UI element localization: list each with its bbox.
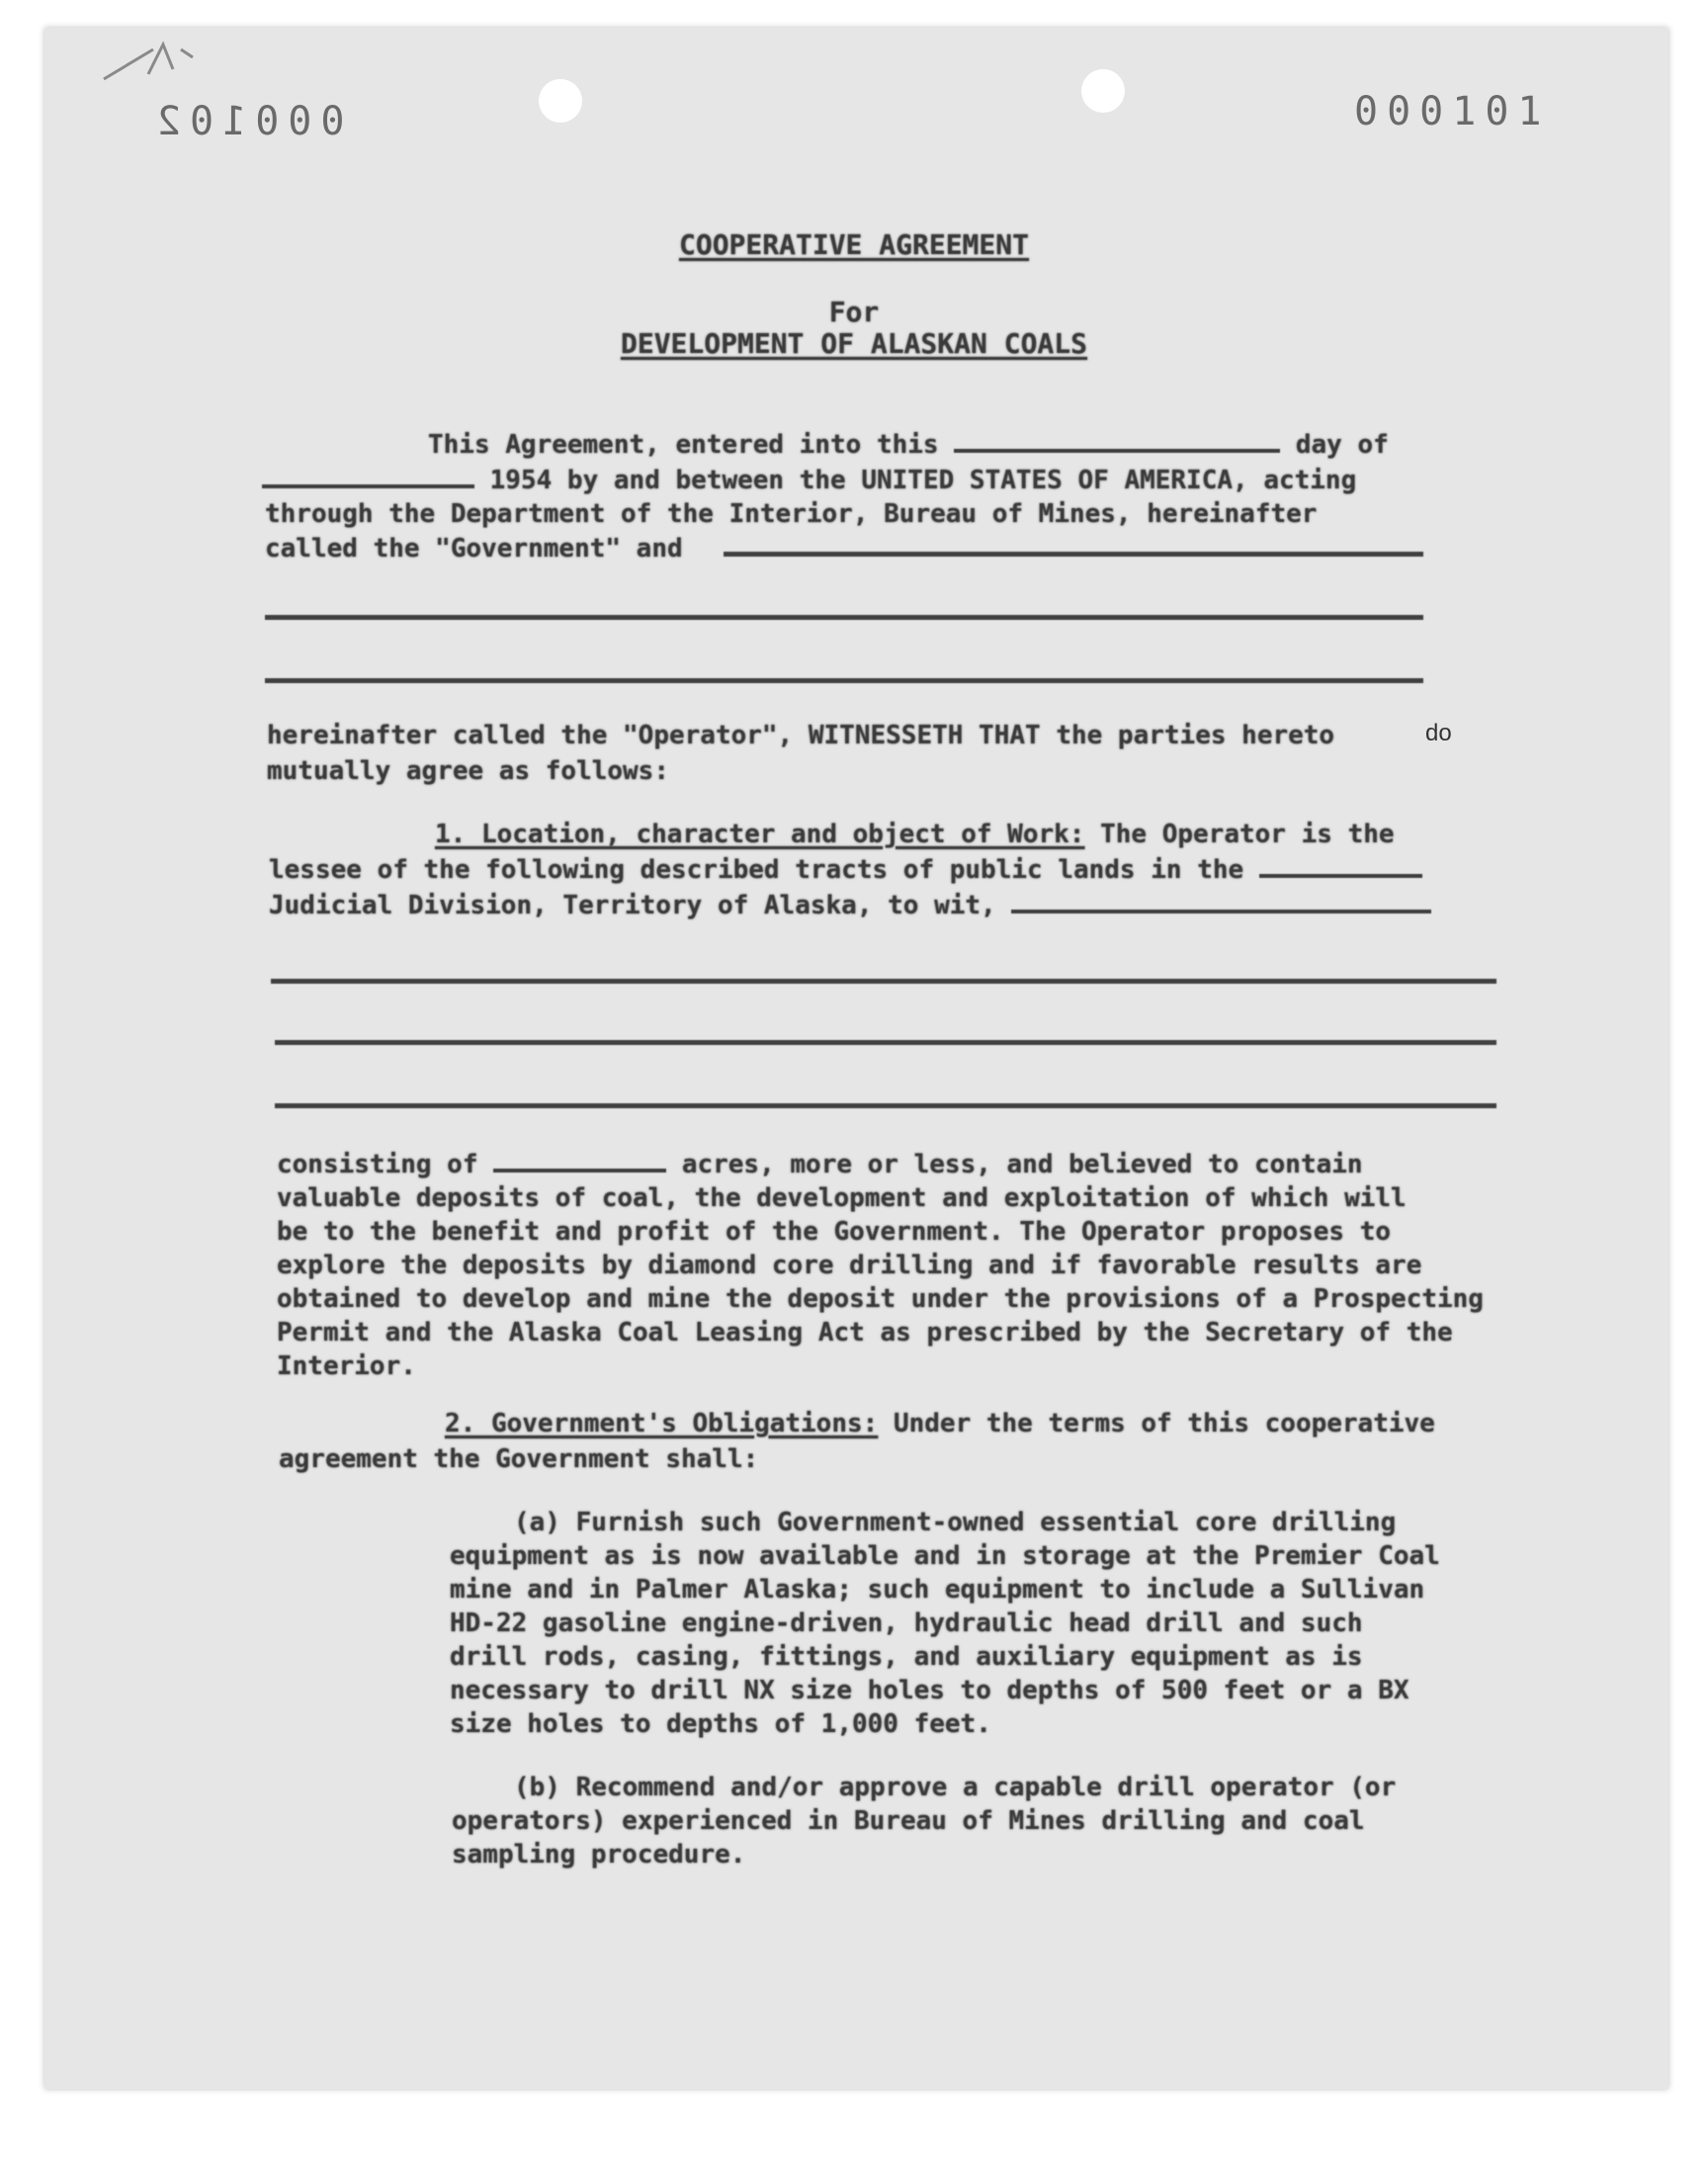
intro-line-1b: day of bbox=[1295, 430, 1389, 460]
section2-line-1-rest: Under the terms of this cooperative bbox=[893, 1409, 1435, 1438]
section2-a-line-3: mine and in Palmer Alaska; such equipment to include a Sullivan bbox=[450, 1575, 1425, 1605]
section2-a-line-7: size holes to depths of 1,000 feet. bbox=[450, 1709, 991, 1739]
section1-p2-line-4: explore the deposits by diamond core drilling and if favorable results are bbox=[277, 1251, 1422, 1280]
section1-heading: 1. Location, character and object of Work: bbox=[435, 820, 1085, 849]
witness-line-1 bbox=[267, 718, 1334, 753]
section2-line-1 bbox=[445, 1406, 1435, 1441]
intro-line-4: called the "Government" and bbox=[265, 534, 683, 564]
section1-line-3 bbox=[269, 888, 1431, 923]
section2-a-line-5: drill rods, casing, fittings, and auxiliary equipment as is bbox=[450, 1642, 1363, 1672]
stamp-number-left: 000102 bbox=[148, 99, 345, 144]
section1-p2-line-1a: consisting of bbox=[277, 1150, 478, 1179]
witness-line-1-text: hereinafter called the "Operator", WITNESSETH THAT the parties hereto bbox=[267, 721, 1335, 750]
punch-hole-left bbox=[539, 79, 582, 123]
date-blank bbox=[954, 439, 1280, 453]
section2-a-line-1: (a) Furnish such Government-owned essential core drilling bbox=[514, 1508, 1397, 1537]
subtitle-text: DEVELOPMENT OF ALASKAN COALS bbox=[620, 327, 1087, 360]
section1-p2-line-1 bbox=[277, 1147, 1363, 1182]
section1-line-2 bbox=[269, 852, 1422, 888]
section2-b-line-2: operators) experienced in Bureau of Mines drilling and coal bbox=[452, 1806, 1365, 1836]
section1-p2-line-1b: acres, more or less, and believed to contain bbox=[681, 1150, 1363, 1179]
operator-name-line-2 bbox=[265, 615, 1423, 620]
section1-p2-line-6: Permit and the Alaska Coal Leasing Act as prescribed by the Secretary of the bbox=[277, 1318, 1453, 1348]
tract-line-3 bbox=[275, 1103, 1496, 1108]
section1-line-3-text: Judicial Division, Territory of Alaska, to wit, bbox=[269, 891, 996, 920]
tract-line-1 bbox=[271, 979, 1496, 984]
section2-a-line-2: equipment as is now available and in storage at the Premier Coal bbox=[450, 1541, 1440, 1571]
section1-line-2-text: lessee of the following described tracts of public lands in the bbox=[269, 855, 1244, 885]
intro-line-3: through the Department of the Interior, Bureau of Mines, hereinafter bbox=[265, 499, 1318, 529]
document-title bbox=[0, 227, 1708, 263]
intro-line-1a: This Agreement, entered into this bbox=[428, 430, 939, 460]
tract-line-2 bbox=[275, 1040, 1496, 1045]
handwritten-insert: do bbox=[1425, 720, 1452, 746]
section1-line-1 bbox=[435, 817, 1395, 852]
stamp-number-right: 000101 bbox=[1354, 89, 1551, 134]
section2-heading: 2. Government's Obligations: bbox=[445, 1409, 879, 1438]
pencil-mark-icon bbox=[94, 30, 203, 89]
operator-name-line-1 bbox=[724, 552, 1423, 557]
division-blank bbox=[1259, 864, 1422, 878]
acres-blank bbox=[493, 1159, 666, 1173]
section2-a-line-6: necessary to drill NX size holes to depths of 500 feet or a BX bbox=[450, 1676, 1409, 1705]
section2-b-line-1: (b) Recommend and/or approve a capable drill operator (or bbox=[514, 1773, 1397, 1802]
intro-line-2 bbox=[262, 463, 1356, 498]
subtitle-for: For bbox=[828, 296, 880, 328]
witness-line-2: mutually agree as follows: bbox=[267, 756, 669, 786]
intro-line-2-text: 1954 by and between the UNITED STATES OF AMERICA, acting bbox=[489, 466, 1357, 495]
section2-line-2: agreement the Government shall: bbox=[279, 1444, 759, 1474]
title-text: COOPERATIVE AGREEMENT bbox=[678, 228, 1029, 261]
document-subtitle bbox=[0, 326, 1708, 362]
punch-hole-right bbox=[1081, 69, 1125, 113]
month-blank bbox=[262, 475, 474, 488]
section1-line-1-rest: The Operator is the bbox=[1100, 820, 1395, 849]
intro-line-1 bbox=[428, 427, 1389, 463]
section1-p2-line-7: Interior. bbox=[277, 1351, 416, 1381]
section2-a-line-4: HD-22 gasoline engine-driven, hydraulic head drill and such bbox=[450, 1609, 1363, 1638]
section1-p2-line-3: be to the benefit and profit of the Government. The Operator proposes to bbox=[277, 1217, 1392, 1247]
section2-b-line-3: sampling procedure. bbox=[452, 1840, 746, 1870]
section1-p2-line-2: valuable deposits of coal, the development and exploitation of which will bbox=[277, 1183, 1407, 1213]
section1-p2-line-5: obtained to develop and mine the deposit under the provisions of a Prospecting bbox=[277, 1284, 1484, 1314]
operator-name-line-3 bbox=[265, 678, 1423, 683]
tract-blank bbox=[1011, 900, 1431, 914]
